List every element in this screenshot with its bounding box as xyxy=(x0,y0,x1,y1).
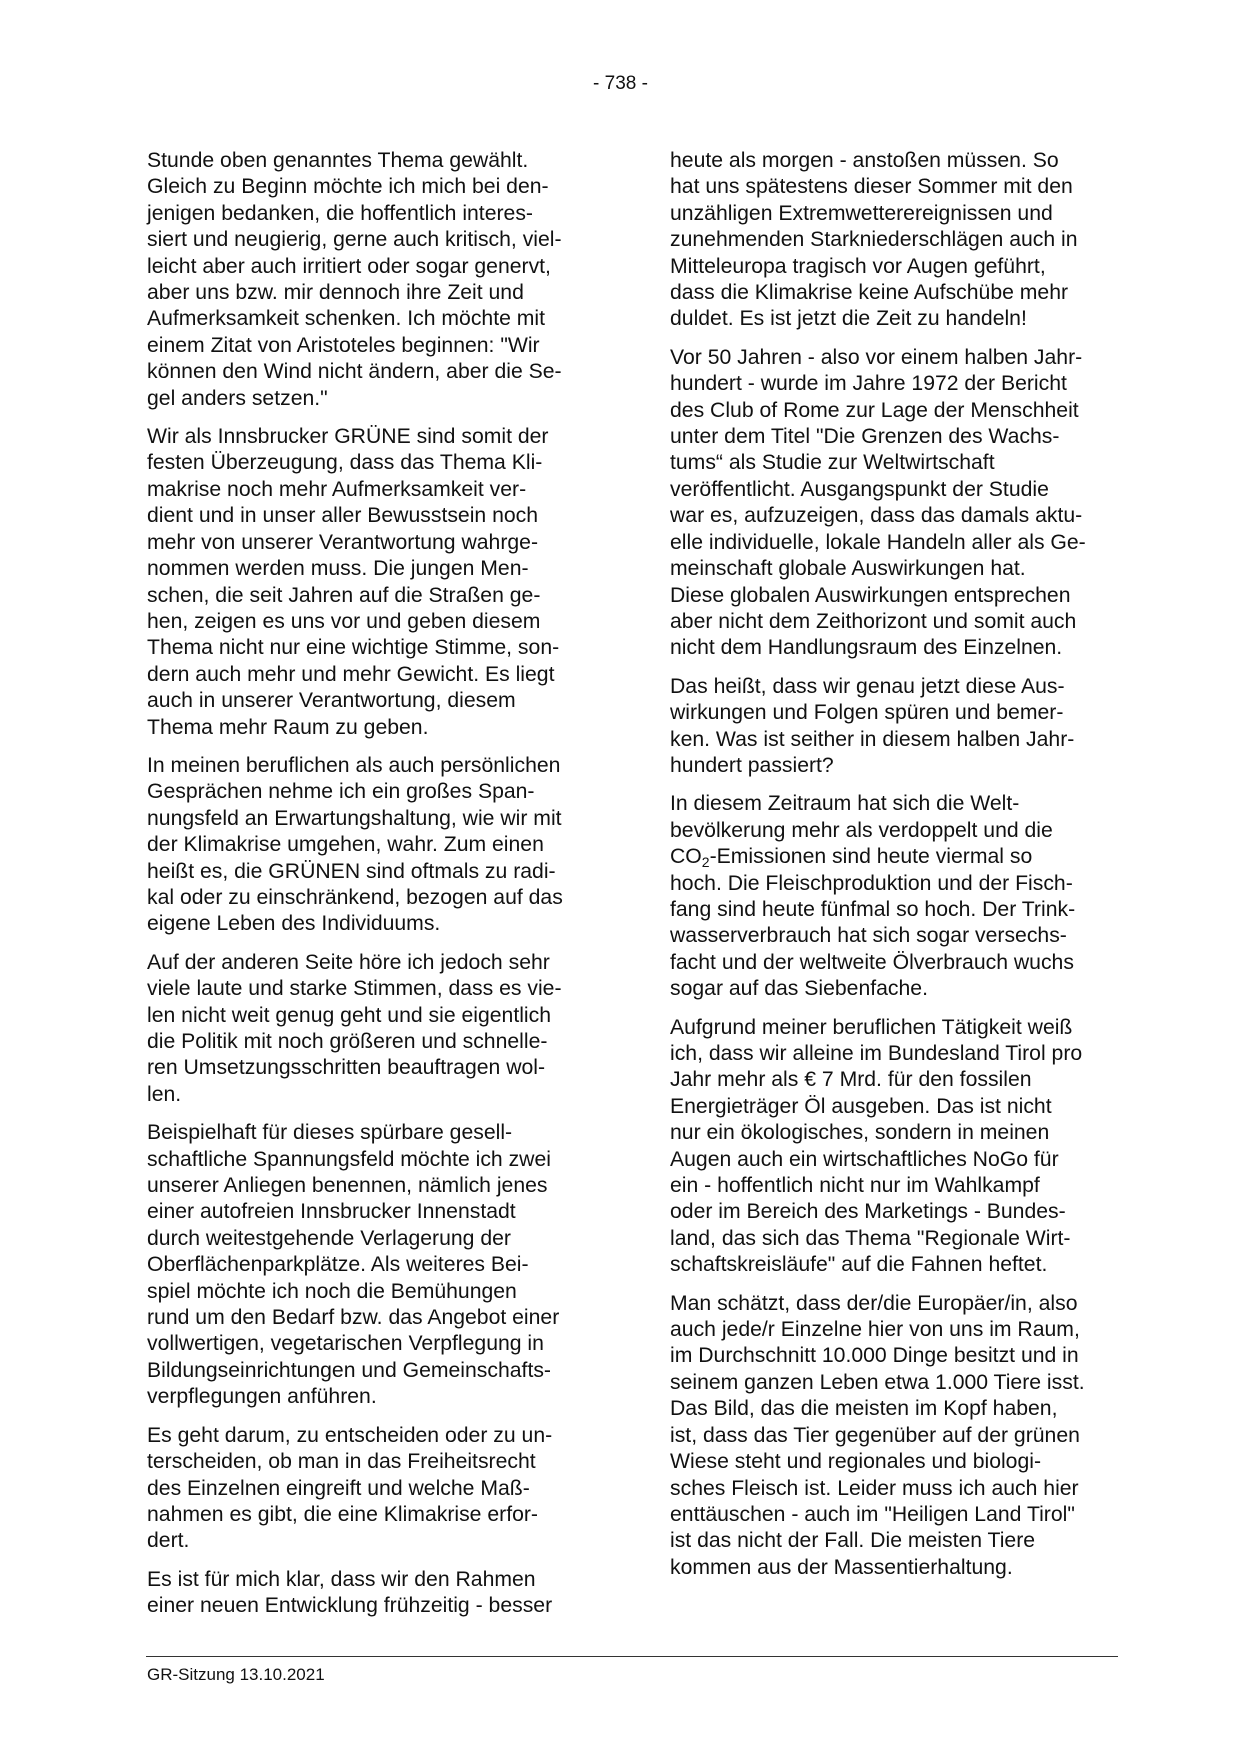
paragraph xyxy=(147,1567,617,1620)
text-line: gel anders setzen." xyxy=(147,386,328,410)
text-line: einer autofreien Innsbrucker Innenstadt xyxy=(147,1200,516,1224)
text-line: jenigen bedanken, die hoffentlich interes- xyxy=(147,201,533,225)
subscript-2: 2 xyxy=(701,854,710,871)
text-line: heute als morgen - anstoßen müssen. So xyxy=(670,149,1059,172)
text-line: zunehmenden Starkniederschlägen auch in xyxy=(670,228,1078,252)
text-line: aber nicht dem Zeithorizont und somit auch xyxy=(670,609,1077,633)
text-line: In diesem Zeitraum hat sich die Welt- xyxy=(670,792,1020,816)
text-line: Thema mehr Raum zu geben. xyxy=(147,715,429,739)
text-line: unter dem Titel "Die Grenzen des Wachs- xyxy=(670,425,1060,449)
text-line: viele laute und starke Stimmen, dass es vie- xyxy=(147,977,562,1001)
text-line: elle individuelle, lokale Handeln aller als Ge- xyxy=(670,530,1086,554)
paragraph xyxy=(670,674,1140,780)
text-line: facht und der weltweite Ölverbrauch wuchs xyxy=(670,950,1074,974)
text-line: kal oder zu einschränkend, bezogen auf das xyxy=(147,885,563,909)
footer-divider xyxy=(146,1656,1118,1657)
text-line: nahmen es gibt, die eine Klimakrise erfor- xyxy=(147,1502,538,1526)
text-line: des Einzelnen eingreift und welche Maß- xyxy=(147,1476,530,1500)
text-line: Gesprächen nehme ich ein großes Span- xyxy=(147,780,535,804)
text-line: kommen aus der Massentierhaltung. xyxy=(670,1555,1013,1579)
text-line: Es ist für mich klar, dass wir den Rahmen xyxy=(147,1567,536,1591)
text-line: der Klimakrise umgehen, wahr. Zum einen xyxy=(147,833,544,857)
text-line: oder im Bereich des Marketings - Bundes- xyxy=(670,1200,1066,1224)
text-line: makrise noch mehr Aufmerksamkeit ver- xyxy=(147,477,527,501)
text-line: auch in unserer Verantwortung, diesem xyxy=(147,689,516,713)
text-line: dient und in unser aller Bewusstsein noch xyxy=(147,504,539,528)
text-line: vollwertigen, vegetarischen Verpflegung in xyxy=(147,1332,544,1356)
text-line: nur ein ökologisches, sondern in meinen xyxy=(670,1121,1050,1145)
text-line: nicht dem Handlungsraum des Einzelnen. xyxy=(670,636,1063,660)
text-line: Energieträger Öl ausgeben. Das ist nicht xyxy=(670,1094,1052,1118)
text-line: des Club of Rome zur Lage der Menschheit xyxy=(670,398,1079,422)
text-line: meinschaft globale Auswirkungen hat. xyxy=(670,557,1026,581)
text-line: Mitteleuropa tragisch vor Augen geführt, xyxy=(670,254,1046,278)
text-line: siert und neugierig, gerne auch kritisch, viel- xyxy=(147,228,562,252)
text-line: Bildungseinrichtungen und Gemeinschafts- xyxy=(147,1358,551,1382)
left-column xyxy=(147,148,617,1632)
text-line: rund um den Bedarf bzw. das Angebot einer xyxy=(147,1306,560,1330)
text-line: verpflegungen anführen. xyxy=(147,1385,377,1409)
text-line: len nicht weit genug geht und sie eigentlich xyxy=(147,1003,552,1027)
text-line: dern auch mehr und mehr Gewicht. Es liegt xyxy=(147,662,555,686)
text-line: Wiese steht und regionales und biologi- xyxy=(670,1450,1042,1474)
text-line: einem Zitat von Aristoteles beginnen: "Wir xyxy=(147,333,540,357)
text-line: enttäuschen - auch im "Heiligen Land Tirol" xyxy=(670,1502,1075,1526)
text-line: Das Bild, das die meisten im Kopf haben, xyxy=(670,1397,1058,1421)
paragraph xyxy=(147,753,617,938)
text-line: Gleich zu Beginn möchte ich mich bei den- xyxy=(147,175,549,199)
text-line: wasserverbrauch hat sich sogar versechs- xyxy=(670,924,1067,948)
text-line: hen, zeigen es uns vor und geben diesem xyxy=(147,609,541,633)
text-line: duldet. Es ist jetzt die Zeit zu handeln! xyxy=(670,307,1027,331)
co2-prefix: CO xyxy=(670,845,702,869)
text-line: Auf der anderen Seite höre ich jedoch sehr xyxy=(147,950,550,974)
text-line: In meinen beruflichen als auch persönlichen xyxy=(147,753,561,777)
text-line: fang sind heute fünfmal so hoch. Der Trink- xyxy=(670,897,1076,921)
paragraph xyxy=(670,1015,1140,1279)
text-line: ist das nicht der Fall. Die meisten Tiere xyxy=(670,1529,1036,1553)
text-line: Oberflächenparkplätze. Als weiteres Bei- xyxy=(147,1253,529,1277)
paragraph xyxy=(147,1120,617,1410)
text-line: schen, die seit Jahren auf die Straßen ge- xyxy=(147,583,541,607)
text-line: einer neuen Entwicklung frühzeitig - besser xyxy=(147,1594,553,1618)
text-line: Vor 50 Jahren - also vor einem halben Jahr- xyxy=(670,345,1083,369)
text-line: hoch. Die Fleischproduktion und der Fisch- xyxy=(670,871,1073,895)
paragraph xyxy=(670,345,1140,662)
text-line: sogar auf das Siebenfache. xyxy=(670,977,928,1001)
text-line: veröffentlicht. Ausgangspunkt der Studie xyxy=(670,477,1049,501)
text-line: nommen werden muss. Die jungen Men- xyxy=(147,557,529,581)
text-line: ein - hoffentlich nicht nur im Wahlkampf xyxy=(670,1174,1040,1198)
text-line: festen Überzeugung, dass das Thema Kli- xyxy=(147,451,543,475)
text-line: ren Umsetzungsschritten beauftragen wol- xyxy=(147,1056,546,1080)
co2-suffix: -Emissionen sind heute viermal so xyxy=(709,845,1033,869)
text-line: schaftskreisläufe" auf die Fahnen heftet. xyxy=(670,1253,1048,1277)
text-line: durch weitestgehende Verlagerung der xyxy=(147,1226,511,1250)
text-line: schaftliche Spannungsfeld möchte ich zwei xyxy=(147,1147,551,1171)
text-line: Diese globalen Auswirkungen entsprechen xyxy=(670,583,1071,607)
text-line: Beispielhaft für dieses spürbare gesell- xyxy=(147,1121,513,1145)
text-line: Jahr mehr als € 7 Mrd. für den fossilen xyxy=(670,1068,1032,1092)
text-line: im Durchschnitt 10.000 Dinge besitzt und in xyxy=(670,1344,1079,1368)
text-line: ist, dass das Tier gegenüber auf der grünen xyxy=(670,1423,1080,1447)
text-line: hundert - wurde im Jahre 1972 der Bericht xyxy=(670,372,1067,396)
footer-session-date: GR-Sitzung 13.10.2021 xyxy=(147,1665,325,1684)
text-line: sches Fleisch ist. Leider muss ich auch hier xyxy=(670,1476,1079,1500)
text-line: Man schätzt, dass der/die Europäer/in, also xyxy=(670,1291,1078,1315)
right-column xyxy=(670,148,1140,1593)
text-line: ich, dass wir alleine im Bundesland Tirol pro xyxy=(670,1042,1083,1065)
text-line: eigene Leben des Individuums. xyxy=(147,912,441,936)
text-line: Augen auch ein wirtschaftliches NoGo für xyxy=(670,1147,1059,1171)
text-line: auch jede/r Einzelne hier von uns im Raum, xyxy=(670,1318,1080,1342)
text-line: Stunde oben genanntes Thema gewählt. xyxy=(147,149,529,172)
paragraph xyxy=(147,148,617,412)
text-line: war es, aufzuzeigen, dass das damals aktu- xyxy=(670,504,1083,528)
text-line: Das heißt, dass wir genau jetzt diese Aus- xyxy=(670,674,1065,698)
text-line: dass die Klimakrise keine Aufschübe mehr xyxy=(670,281,1069,305)
text-line: unserer Anliegen benennen, nämlich jenes xyxy=(147,1174,548,1198)
page-number: - 738 - xyxy=(593,73,648,94)
text-line: bevölkerung mehr als verdoppelt und die xyxy=(670,818,1053,842)
text-line: Thema nicht nur eine wichtige Stimme, son- xyxy=(147,636,560,660)
text-line: Es geht darum, zu entscheiden oder zu un- xyxy=(147,1423,553,1447)
text-line: unzähligen Extremwetterereignissen und xyxy=(670,201,1053,225)
paragraph xyxy=(147,1423,617,1555)
text-line: mehr von unserer Verantwortung wahrge- xyxy=(147,530,538,554)
text-line: ken. Was ist seither in diesem halben Jahr- xyxy=(670,727,1075,751)
text-line: Aufmerksamkeit schenken. Ich möchte mit xyxy=(147,307,546,331)
paragraph xyxy=(147,950,617,1108)
text-line xyxy=(670,844,1140,870)
text-line: leicht aber auch irritiert oder sogar genervt, xyxy=(147,254,551,278)
paragraph xyxy=(670,148,1140,333)
text-line: die Politik mit noch größeren und schnelle- xyxy=(147,1030,548,1053)
text-line: heißt es, die GRÜNEN sind oftmals zu radi- xyxy=(147,859,556,883)
text-line: hat uns spätestens dieser Sommer mit den xyxy=(670,175,1073,199)
text-line: len. xyxy=(147,1082,182,1106)
text-line: land, das sich das Thema "Regionale Wirt- xyxy=(670,1226,1071,1250)
text-line: wirkungen und Folgen spüren und bemer- xyxy=(670,701,1064,725)
text-line: spiel möchte ich noch die Bemühungen xyxy=(147,1279,517,1303)
text-line: Aufgrund meiner beruflichen Tätigkeit weiß xyxy=(670,1015,1073,1039)
text-line: hundert passiert? xyxy=(670,753,834,777)
text-line: Wir als Innsbrucker GRÜNE sind somit der xyxy=(147,425,549,449)
text-line: aber uns bzw. mir dennoch ihre Zeit und xyxy=(147,281,524,305)
text-line: terscheiden, ob man in das Freiheitsrecht xyxy=(147,1450,536,1474)
text-line: nungsfeld an Erwartungshaltung, wie wir mit xyxy=(147,806,562,830)
paragraph xyxy=(670,791,1140,1002)
text-line: dert. xyxy=(147,1529,190,1553)
text-line: tums“ als Studie zur Weltwirtschaft xyxy=(670,451,995,475)
text-line: seinem ganzen Leben etwa 1.000 Tiere isst. xyxy=(670,1370,1085,1394)
paragraph xyxy=(670,1291,1140,1581)
paragraph xyxy=(147,424,617,741)
text-line: können den Wind nicht ändern, aber die Se- xyxy=(147,360,562,384)
